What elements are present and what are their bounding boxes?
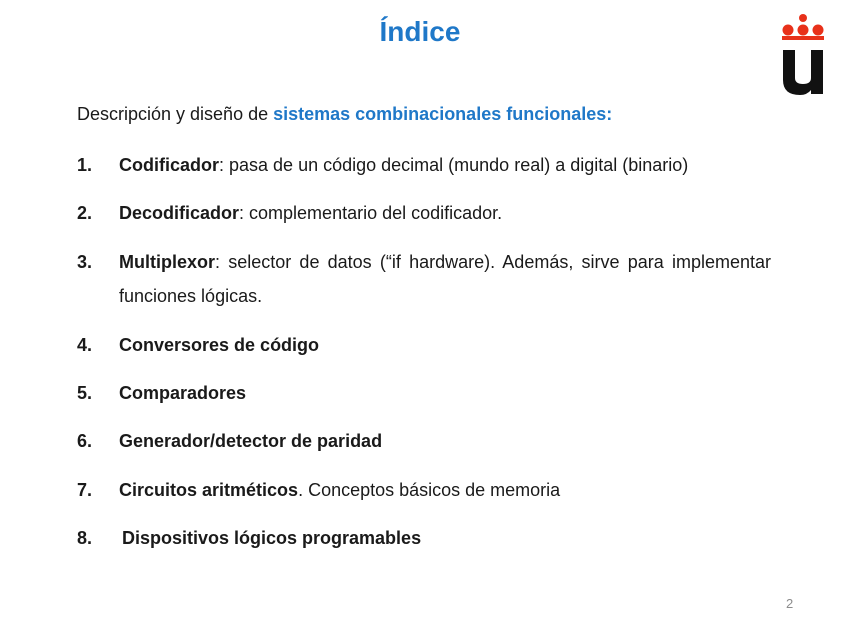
- toc-item-term: Dispositivos lógicos programables: [122, 528, 422, 548]
- slide-title: Índice: [379, 16, 461, 47]
- toc-item-term: Comparadores: [119, 383, 247, 403]
- toc-item-term: Conversores de código: [119, 335, 320, 355]
- toc-item-term: Multiplexor: [119, 252, 216, 272]
- toc-item-number: 8.: [77, 528, 93, 548]
- toc-item-description: : selector de datos (“if hardware). Además, sirve para implementar funciones lógicas.: [119, 252, 771, 306]
- toc-item-number: 3.: [77, 252, 93, 272]
- toc-item-number: 4.: [77, 335, 93, 355]
- toc-item-3: [77, 245, 771, 313]
- toc-item-number: 1.: [77, 155, 93, 175]
- toc-item-7: [77, 473, 771, 507]
- toc-item-description: : complementario del codificador.: [239, 203, 503, 223]
- university-logo: [780, 12, 826, 96]
- toc-item-5: [77, 376, 771, 410]
- toc-item-number: 2.: [77, 203, 93, 223]
- toc-item-description: : pasa de un código decimal (mundo real) a digital (binario): [219, 155, 689, 175]
- toc-item-term: Circuitos aritméticos: [119, 480, 299, 500]
- intro-highlight: sistemas combinacionales funcionales:: [273, 104, 613, 124]
- toc-item-number: 6.: [77, 431, 93, 451]
- intro-text: [77, 104, 612, 125]
- toc-item-description: . Conceptos básicos de memoria: [298, 480, 561, 500]
- toc-item-8: [77, 521, 771, 555]
- toc-item-number: 5.: [77, 383, 93, 403]
- toc-item-term: Decodificador: [119, 203, 240, 223]
- page-number: 2: [786, 596, 794, 611]
- toc-item-term: Generador/detector de paridad: [119, 431, 383, 451]
- toc-item-4: [77, 328, 771, 362]
- toc-item-term: Codificador: [119, 155, 220, 175]
- toc-item-1: [77, 148, 771, 182]
- toc-item-number: 7.: [77, 480, 93, 500]
- toc-item-2: [77, 196, 771, 230]
- intro-prefix: Descripción y diseño de: [77, 104, 274, 124]
- toc-item-6: [77, 424, 771, 458]
